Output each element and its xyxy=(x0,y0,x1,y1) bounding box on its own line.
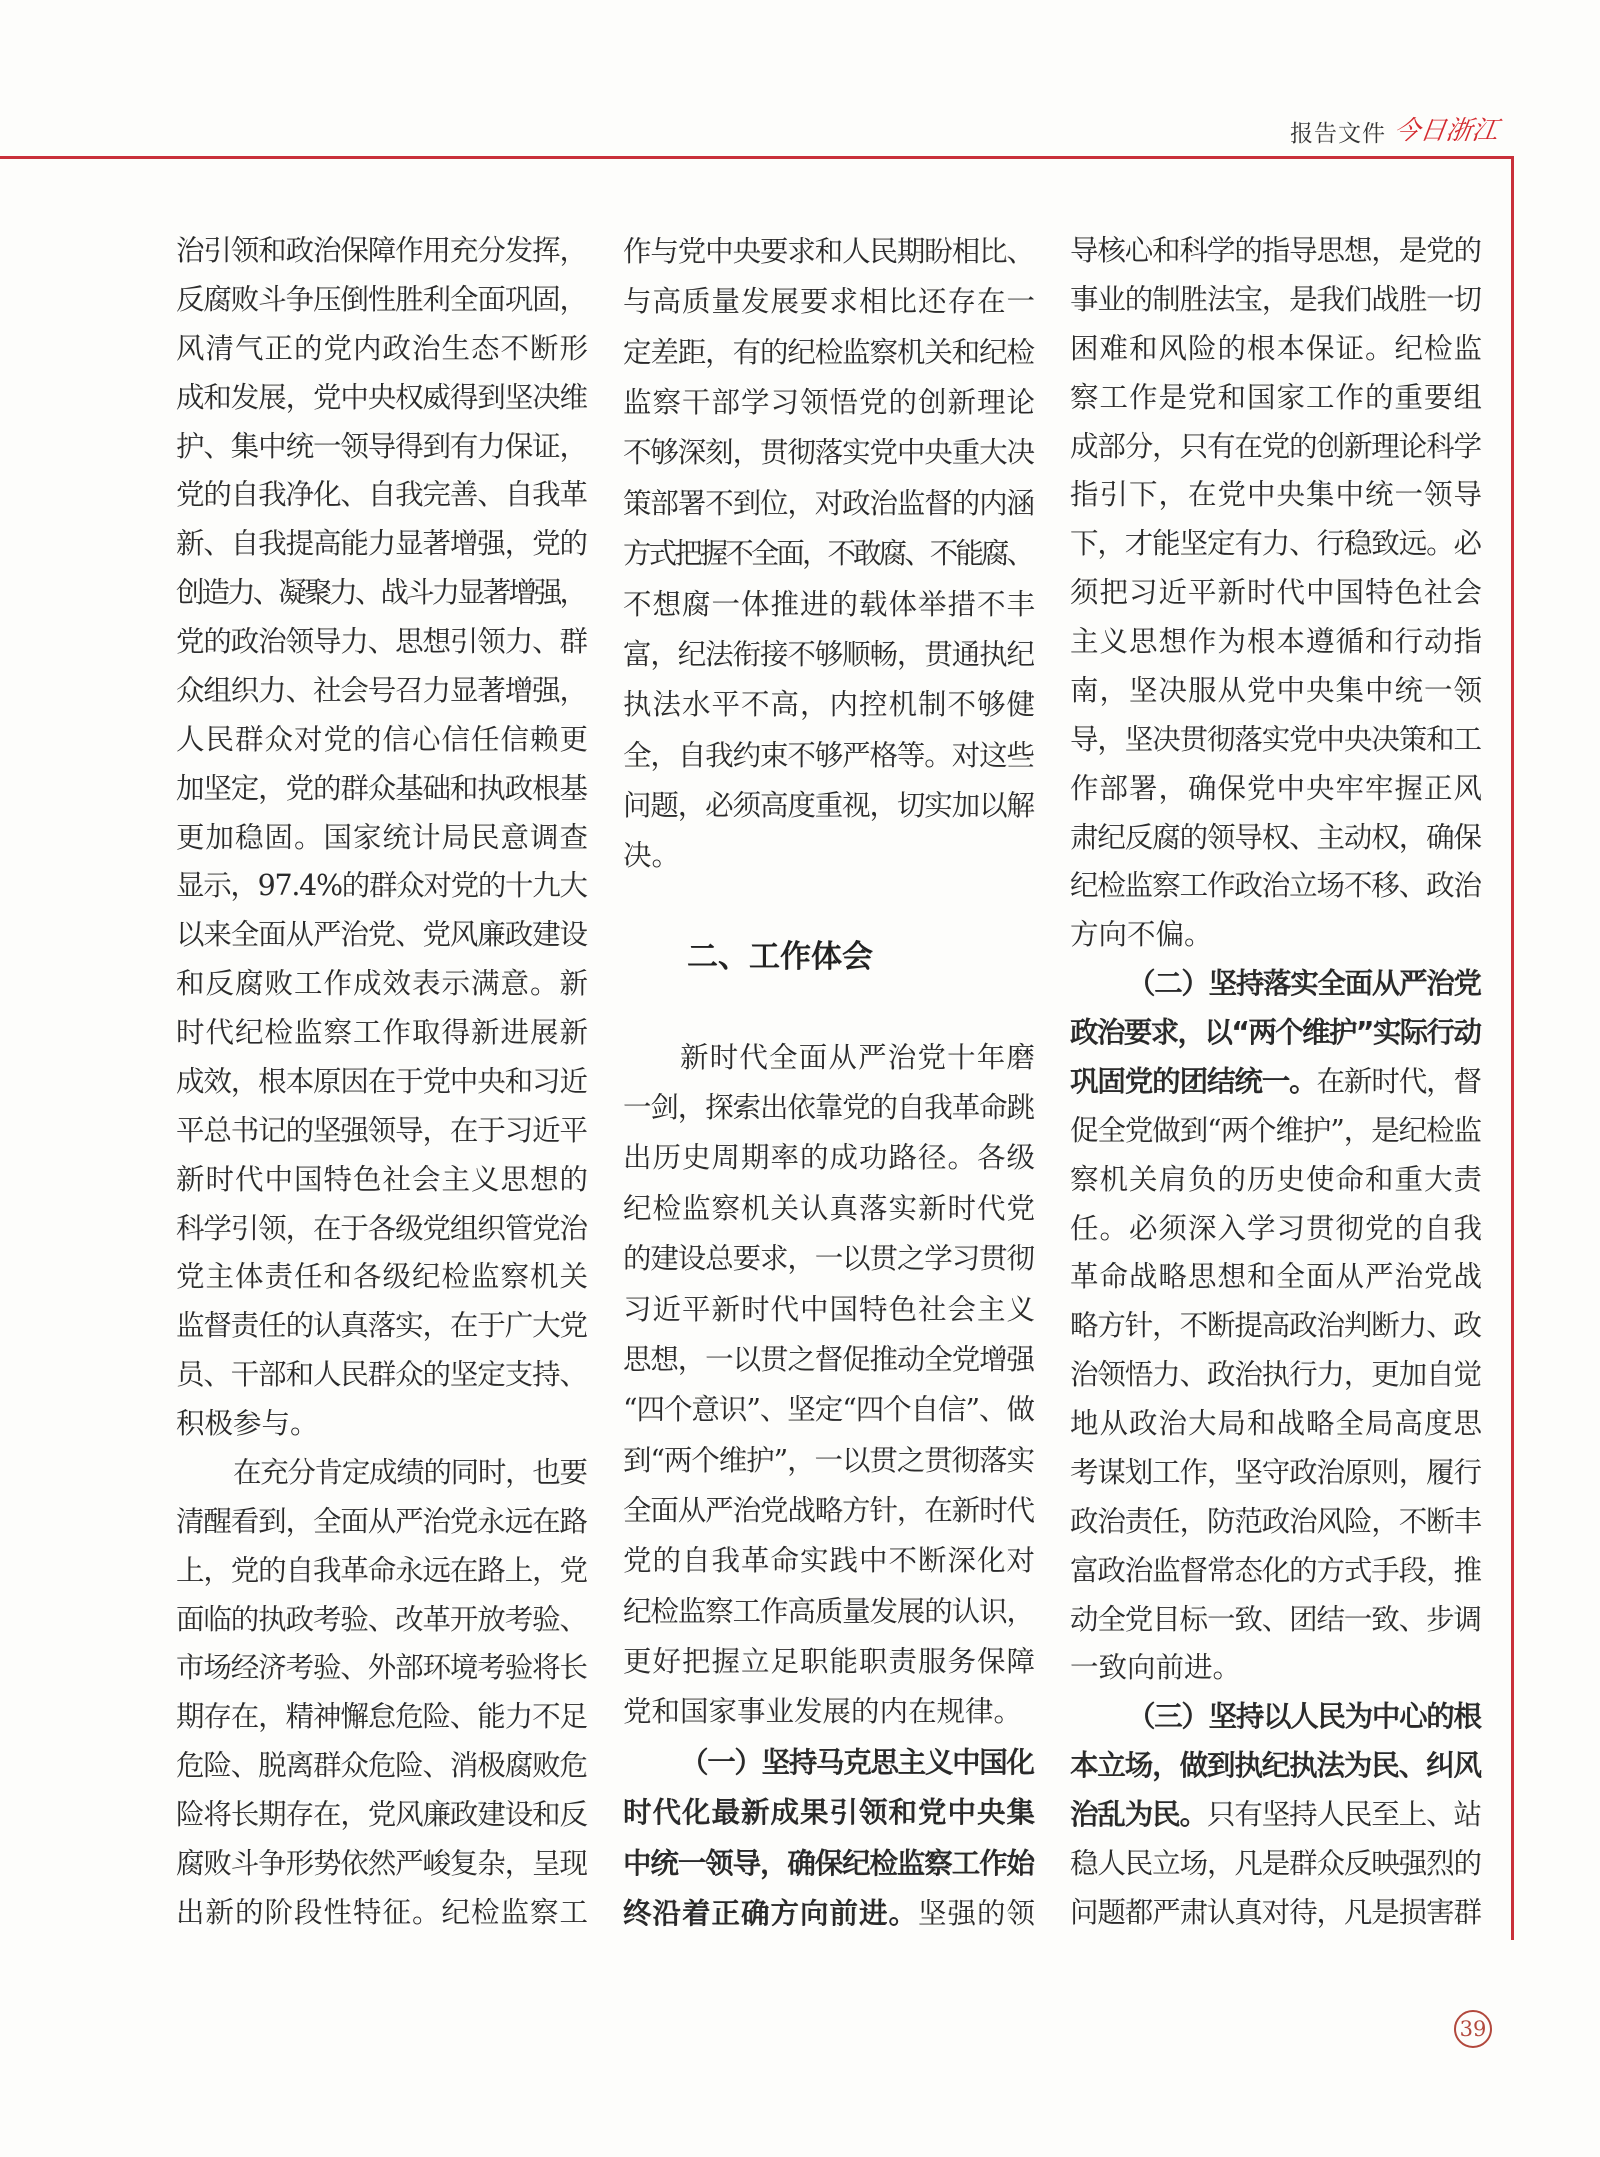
text-line: 科学引领，在于各级党组织管党治 xyxy=(176,1211,587,1245)
text-line: 方式把握不全面，不敢腐、不能腐、 xyxy=(623,537,1033,571)
text-line: 一剑，探索出依靠党的自我革命跳 xyxy=(623,1091,1034,1125)
subheading-line: 本立场，做到执纪执法为民、纠风 xyxy=(1070,1749,1481,1783)
subheading-line: （三）坚持以人民为中心的根 xyxy=(1127,1700,1481,1734)
text-line: 到“两个维护”，一以贯之贯彻落实 xyxy=(623,1443,1034,1477)
text-line: 执法水平不高，内控机制不够健 xyxy=(623,688,1036,722)
bold-lead-text: 巩固党的团结统一。 xyxy=(1070,1064,1317,1098)
text-line: 成部分，只有在党的创新理论科学 xyxy=(1070,429,1481,463)
section-label: 报告文件 xyxy=(1290,121,1386,147)
text-line: 新时代中国特色社会主义思想的 xyxy=(176,1162,589,1196)
text-line: 略方针，不断提高政治判断力、政 xyxy=(1070,1309,1481,1343)
text-line: 一致向前进。 xyxy=(1070,1651,1242,1685)
text-line: 指引下，在党中央集中统一领导 xyxy=(1070,478,1483,512)
bold-lead-text: 治乱为民。 xyxy=(1070,1798,1207,1831)
text-line: 和反腐败工作成效表示满意。新 xyxy=(176,967,589,1001)
text-line: 革命战略思想和全面从严治党战 xyxy=(1070,1260,1483,1294)
body-text: 坚强的领 xyxy=(917,1896,1036,1930)
text-line: 新时代全面从严治党十年磨 xyxy=(680,1040,1037,1074)
text-line: 风清气正的党内政治生态不断形 xyxy=(176,331,589,365)
body-text: 在新时代，督 xyxy=(1316,1064,1481,1098)
text-line: 思想，一以贯之督促推动全党增强 xyxy=(623,1342,1034,1376)
section-heading: 二、工作体会 xyxy=(687,939,873,976)
text-line: 险将长期存在，党风廉政建设和反 xyxy=(176,1798,587,1831)
text-line: 导核心和科学的指导思想，是党的 xyxy=(1070,234,1481,267)
page-number: 39 xyxy=(1454,2010,1492,2048)
spacer xyxy=(623,882,1035,932)
body-text: 只有坚持人民至上、站 xyxy=(1206,1798,1481,1831)
text-line: 考谋划工作，坚守政治原则，履行 xyxy=(1070,1455,1481,1489)
text-line: 任。必须深入学习贯彻党的自我 xyxy=(1070,1211,1483,1245)
text-line xyxy=(1070,1791,1482,1840)
text-line: 不够深刻，贯彻落实党中央重大决 xyxy=(623,436,1034,470)
bold-lead-text: 终沿着正确方向前进。 xyxy=(623,1896,918,1930)
text-line: 时代纪检监察工作取得新进展新 xyxy=(176,1016,589,1049)
text-line: 新、自我提高能力显著增强，党的 xyxy=(176,527,587,561)
text-line: 促全党做到“两个维护”，是纪检监 xyxy=(1070,1113,1481,1147)
text-line: 地从政治大局和战略全局高度思 xyxy=(1070,1407,1483,1440)
column-3 xyxy=(1070,227,1482,1938)
text-line: 困难和风险的根本保证。纪检监 xyxy=(1070,331,1483,365)
text-line: 成效，根本原因在于党中央和习近 xyxy=(176,1064,587,1098)
text-line: 与高质量发展要求相比还存在一 xyxy=(623,285,1036,319)
text-line: 动全党目标一致、团结一致、步调 xyxy=(1070,1602,1481,1636)
text-line: 问题，必须高度重视，切实加以解 xyxy=(623,788,1034,822)
text-line: 显示，97.4%的群众对党的十九大 xyxy=(176,869,587,903)
text-line: 方向不偏。 xyxy=(1070,918,1213,952)
text-line: 更加稳固。国家统计局民意调查 xyxy=(176,820,589,854)
text-line: 政治责任，防范政治风险，不断丰 xyxy=(1070,1504,1481,1538)
spacer xyxy=(623,982,1035,1032)
text-line: 监督责任的认真落实，在于广大党 xyxy=(176,1309,587,1343)
text-line: 习近平新时代中国特色社会主义 xyxy=(623,1292,1036,1326)
text-line: 稳人民立场，凡是群众反映强烈的 xyxy=(1070,1846,1481,1880)
text-line: 察工作是党和国家工作的重要组 xyxy=(1070,380,1483,414)
text-line: 作部署，确保党中央牢牢握正风 xyxy=(1070,771,1483,805)
text-line: 人民群众对党的信心信任信赖更 xyxy=(176,722,589,756)
text-line: 危险、脱离群众危险、消极腐败危 xyxy=(176,1749,587,1783)
text-line: 市场经济考验、外部环境考验将长 xyxy=(176,1651,587,1685)
text-line: 出历史周期率的成功路径。各级 xyxy=(623,1141,1036,1175)
text-line: 更好把握立足职能职责服务保障 xyxy=(623,1645,1036,1679)
text-line: 治领悟力、政治执行力，更加自觉 xyxy=(1070,1358,1481,1392)
header-rule xyxy=(0,156,1514,159)
text-line: 纪检监察工作政治立场不移、政治 xyxy=(1070,869,1481,903)
text-line: 肃纪反腐的领导权、主动权，确保 xyxy=(1070,820,1481,854)
text-line xyxy=(1070,1058,1482,1107)
subheading-line: （二）坚持落实全面从严治党 xyxy=(1127,967,1481,1001)
text-line: 创造力、凝聚力、战斗力显著增强， xyxy=(176,576,586,610)
text-line: 主义思想作为根本遵循和行动指 xyxy=(1070,625,1483,658)
text-line: 事业的制胜法宝，是我们战胜一切 xyxy=(1070,282,1481,316)
text-line: 定差距，有的纪检监察机关和纪检 xyxy=(623,335,1034,369)
text-line: 成和发展，党中央权威得到坚决维 xyxy=(176,380,587,414)
text-line: 清醒看到，全面从严治党永远在路 xyxy=(176,1504,587,1538)
subheading-line: 中统一领导，确保纪检监察工作始 xyxy=(623,1846,1034,1880)
text-line: 面临的执政考验、改革开放考验、 xyxy=(176,1602,587,1636)
side-rule xyxy=(1511,156,1514,1940)
text-line: 党主体责任和各级纪检监察机关 xyxy=(176,1260,589,1294)
column-2 xyxy=(623,227,1035,1939)
text-line: 富，纪法衔接不够顺畅，贯通执纪 xyxy=(623,637,1034,671)
subheading-line: （一）坚持马克思主义中国化 xyxy=(680,1745,1034,1779)
subheading-line: 时代化最新成果引领和党中央集 xyxy=(623,1796,1036,1830)
text-line: 决。 xyxy=(623,839,681,873)
subheading-line: 政治要求，以“两个维护”实际行动 xyxy=(1070,1016,1481,1049)
text-line: 监察干部学习领悟党的创新理论 xyxy=(623,386,1036,420)
text-line: 南，坚决服从党中央集中统一领 xyxy=(1070,673,1483,707)
text-line: 期存在，精神懈怠危险、能力不足 xyxy=(176,1700,587,1734)
text-line: 党的自我革命实践中不断深化对 xyxy=(623,1544,1036,1578)
text-line: 众组织力、社会号召力显著增强， xyxy=(176,673,587,707)
text-line: 以来全面从严治党、党风廉政建设 xyxy=(176,918,587,952)
text-line: 纪检监察工作高质量发展的认识， xyxy=(623,1594,1034,1628)
text-line: 富政治监督常态化的方式手段，推 xyxy=(1070,1553,1481,1587)
text-line: 党的政治领导力、思想引领力、群 xyxy=(176,625,587,658)
text-line: 在充分肯定成绩的同时，也要 xyxy=(233,1455,587,1489)
text-line: 察机关肩负的历史使命和重大责 xyxy=(1070,1162,1483,1196)
text-line: 全，自我约束不够严格等。对这些 xyxy=(623,738,1034,772)
text-line: 腐败斗争形势依然严峻复杂，呈现 xyxy=(176,1846,587,1880)
text-line: 出新的阶段性特征。纪检监察工 xyxy=(176,1895,589,1929)
text-line: 策部署不到位，对政治监督的内涵 xyxy=(623,486,1034,520)
text-line: 平总书记的坚强领导，在于习近平 xyxy=(176,1113,587,1147)
text-line: 作与党中央要求和人民期盼相比、 xyxy=(623,235,1034,268)
text-line: 加坚定，党的群众基础和执政根基 xyxy=(176,771,587,805)
text-line: 导，坚决贯彻落实党中央决策和工 xyxy=(1070,722,1481,756)
magazine-logo: 今日浙江 xyxy=(1391,116,1501,146)
text-line: 的建设总要求，一以贯之学习贯彻 xyxy=(623,1242,1034,1276)
text-line: 治引领和政治保障作用充分发挥， xyxy=(176,234,587,267)
text-line: 党和国家事业发展的内在规律。 xyxy=(623,1695,1023,1729)
text-line: 护、集中统一领导得到有力保证， xyxy=(176,429,587,463)
text-line: 下，才能坚定有力、行稳致远。必 xyxy=(1070,527,1481,561)
text-line: 问题都严肃认真对待，凡是损害群 xyxy=(1070,1895,1481,1929)
text-line: 不想腐一体推进的载体举措不丰 xyxy=(623,587,1036,621)
text-line: 党的自我净化、自我完善、自我革 xyxy=(176,478,587,512)
text-line: 全面从严治党战略方针，在新时代 xyxy=(623,1493,1034,1527)
text-line: 纪检监察机关认真落实新时代党 xyxy=(623,1191,1036,1225)
text-line: “四个意识”、坚定“四个自信”、做 xyxy=(623,1393,1034,1427)
text-line: 员、干部和人民群众的坚定支持、 xyxy=(176,1358,587,1392)
text-line xyxy=(623,1889,1035,1939)
text-line: 上，党的自我革命永远在路上，党 xyxy=(176,1553,587,1587)
text-line: 积极参与。 xyxy=(176,1407,319,1440)
column-1 xyxy=(176,227,588,1938)
text-line: 反腐败斗争压倒性胜利全面巩固， xyxy=(176,282,587,316)
text-line: 须把习近平新时代中国特色社会 xyxy=(1070,576,1483,610)
